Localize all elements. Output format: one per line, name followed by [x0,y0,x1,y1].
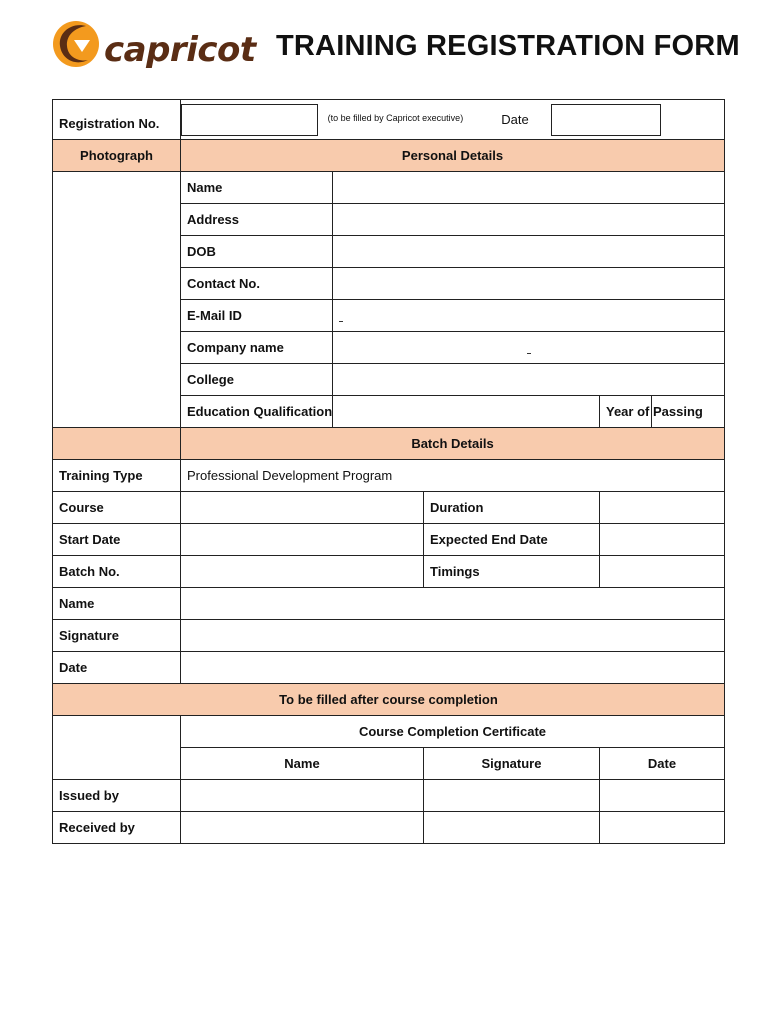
college-label: College [181,364,333,396]
batch-details-header: Batch Details [181,428,725,460]
date-field[interactable] [551,104,661,136]
duration-field[interactable] [600,492,725,524]
date-label: Date [501,111,529,127]
company-field[interactable] [333,332,725,364]
dob-field[interactable] [333,236,725,268]
issued-date-field[interactable] [600,780,725,812]
contact-label: Contact No. [181,268,333,300]
received-name-field[interactable] [181,812,424,844]
batch-name-field[interactable] [181,588,725,620]
course-label: Course [53,492,181,524]
address-label: Address [181,204,333,236]
page-title: TRAINING REGISTRATION FORM [276,30,740,62]
col-date-header: Date [600,748,725,780]
col-signature-header: Signature [424,748,600,780]
batch-header-spacer [53,428,181,460]
start-date-field[interactable] [181,524,424,556]
contact-field[interactable] [333,268,725,300]
batch-date-field[interactable] [181,652,725,684]
photograph-header: Photograph [53,140,181,172]
issued-name-field[interactable] [181,780,424,812]
name-field[interactable] [333,172,725,204]
logo-wordmark: capricot [104,30,256,70]
end-date-field[interactable] [600,524,725,556]
duration-label: Duration [424,492,600,524]
email-field[interactable] [333,300,725,332]
col-name-header: Name [181,748,424,780]
name-label: Name [181,172,333,204]
reg-no-note: (to be filled by Capricot executive) [327,112,464,123]
start-date-label: Start Date [53,524,181,556]
batch-no-label: Batch No. [53,556,181,588]
photograph-box[interactable] [53,172,181,428]
reg-no-field[interactable] [181,104,318,136]
education-field[interactable] [333,396,600,428]
email-label: E-Mail ID [181,300,333,332]
personal-details-header: Personal Details [181,140,725,172]
batch-name-label: Name [53,588,181,620]
received-signature-field[interactable] [424,812,600,844]
training-type-label: Training Type [53,460,181,492]
timings-label: Timings [424,556,600,588]
end-date-label: Expected End Date [424,524,600,556]
dob-label: DOB [181,236,333,268]
registration-form [52,99,725,844]
batch-no-field[interactable] [181,556,424,588]
issued-by-label: Issued by [53,780,181,812]
year-of-passing-label: Year of Passing [600,396,652,428]
timings-field[interactable] [600,556,725,588]
certificate-title: Course Completion Certificate [181,716,725,748]
batch-date-label: Date [53,652,181,684]
company-label: Company name [181,332,333,364]
training-type-value[interactable]: Professional Development Program [181,460,725,492]
received-by-label: Received by [53,812,181,844]
issued-signature-field[interactable] [424,780,600,812]
reg-no-label: Registration No. [53,100,181,140]
signature-label: Signature [53,620,181,652]
received-date-field[interactable] [600,812,725,844]
signature-field[interactable] [181,620,725,652]
reg-row-fields [181,100,725,140]
college-field[interactable] [333,364,725,396]
completion-header: To be filled after course completion [53,684,725,716]
course-field[interactable] [181,492,424,524]
education-label: Education Qualification [181,396,333,428]
capricot-logo [52,16,256,76]
address-field[interactable] [333,204,725,236]
capricot-logo-icon [52,16,102,72]
certificate-blank-cell [53,716,181,780]
